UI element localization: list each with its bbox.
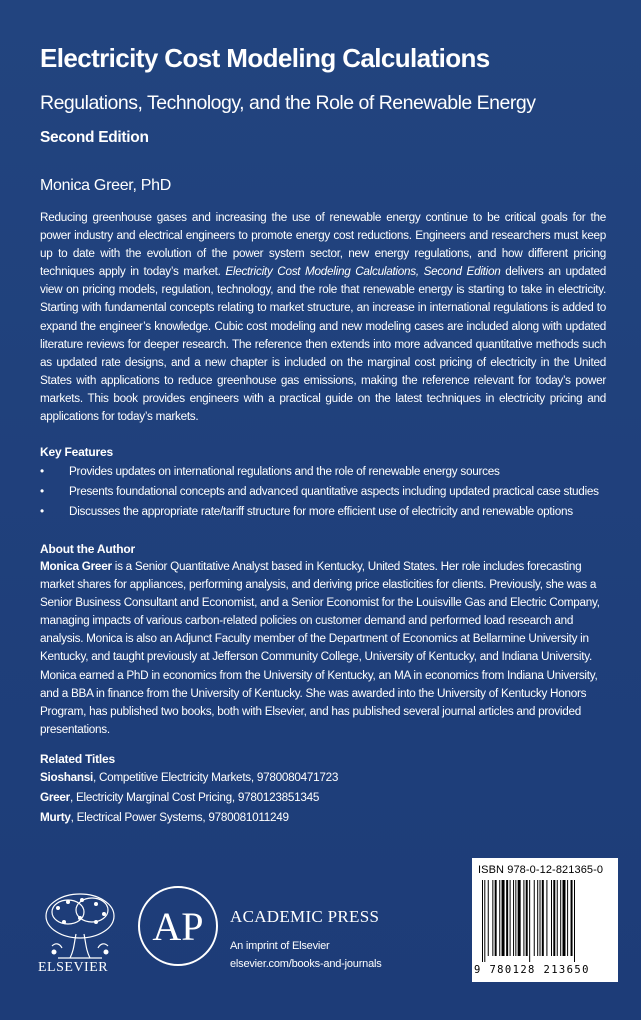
barcode-bar (510, 880, 511, 956)
barcode-bar (542, 880, 544, 956)
barcode-bar (526, 880, 528, 956)
barcode-bar (488, 880, 489, 956)
barcode-bar (546, 880, 547, 956)
list-item: • Discusses the appropriate rate/tariff structure for more efficient use of electricity and renewable options (40, 502, 606, 522)
barcode-bar (484, 880, 485, 962)
barcode-bar (492, 880, 493, 956)
barcode-bar (537, 880, 538, 956)
list-item (40, 788, 606, 808)
barcode-bar (560, 880, 561, 956)
barcode-bar (529, 880, 530, 962)
barcode-bar (523, 880, 524, 956)
barcode-bars (478, 880, 612, 962)
related-title: , Competitive Electricity Markets, 9780080471723 (92, 771, 339, 784)
book-subtitle: Regulations, Technology, and the Role of Renewable Energy (40, 92, 536, 114)
barcode-bar (571, 880, 573, 956)
author-name: Monica Greer, PhD (40, 177, 171, 194)
barcode-bar (513, 880, 514, 956)
isbn-label: ISBN 978-0-12-821365-0 (478, 864, 604, 876)
edition-label: Second Edition (40, 129, 149, 146)
related-title: , Electrical Power Systems, 9780081011249 (70, 811, 289, 824)
barcode-bar (482, 880, 483, 962)
barcode-bar (574, 880, 575, 962)
related-title: , Electricity Marginal Cost Pricing, 9780123851345 (69, 791, 320, 804)
ap-monogram: AP (152, 904, 204, 949)
barcode-bar (540, 880, 541, 956)
related-titles-heading: Related Titles (40, 752, 116, 766)
description-italic-title: Electricity Cost Modeling Calculations, Second Edition (225, 265, 501, 279)
list-item (40, 768, 606, 788)
elsevier-wordmark: ELSEVIER (38, 960, 109, 975)
barcode-bar (534, 880, 535, 956)
related-author: Greer (40, 791, 70, 804)
related-author: Murty (40, 811, 71, 824)
about-author-text (40, 558, 606, 739)
book-description (40, 209, 606, 426)
description-part-1: Reducing greenhouse gases and increasing the use of renewable energy continue to be critical goals for the power industry and electrical engineers to promote energy cost reductions. Engineers and researchers must keep up to date with the evolution of the power system sector, new energy regulations, and how different pricing techniques apply in today’s market. (40, 211, 606, 279)
imprint-text: An imprint of Elsevier (230, 940, 330, 952)
barcode-bar (499, 880, 500, 956)
book-title: Electricity Cost Modeling Calculations (40, 43, 490, 73)
barcode-bar (567, 880, 568, 956)
barcode-bar (551, 880, 552, 956)
about-author-bio: is a Senior Quantitative Analyst based in Kentucky, United States. Her role includes forecasting market shares for appliances, performing analysis, and deriving price elasticities for clients. Previously, she was a Senior Business Consultant and Economist, and a Senior Economist for the Louisville Gas and Electric Company, managing impacts of various carbon-related policies on customer demand and performed load research and analysis. Monica is also an Adjunct Faculty member of the Department of Economics at Bellarmine University in Kentucky, and taught previously at Jefferson Community College, University of Kentucky, and Indiana University. Monica earned a PhD in economics from the University of Kentucky, an MA in economics from Indiana University, and a BBA in finance from the University of Kentucky. She was awarded into the University of Kentucky Honors Program, has published two books, both with Elsevier, and has published several journal articles and provided presentations. (40, 560, 600, 736)
isbn-barcode (472, 858, 618, 982)
barcode-bar (515, 880, 516, 956)
barcode-bar (563, 880, 566, 956)
about-author-name: Monica Greer (40, 560, 112, 573)
barcode-bar (506, 880, 508, 956)
barcode-bar (557, 880, 558, 956)
barcode-bar (502, 880, 505, 956)
publisher-url: elsevier.com/books-and-journals (230, 958, 382, 970)
related-author: Sioshansi (40, 771, 93, 784)
academic-press-name: ACADEMIC PRESS (230, 907, 380, 926)
list-item: • Provides updates on international regulations and the role of renewable energy sources (40, 462, 606, 482)
description-part-2: delivers an updated view on pricing models, regulation, technology, and the role that renewable energy is starting to take in electricity. Starting with fundamental concepts relating to market structure, an increase in international regulations is added to expand the engineer’s knowledge. Cubic cost modeling and new modeling cases are included along with updated literature reviews for deeper research. The reference then extends into more advanced quantitative methods such as updated rate designs, and a new chapter is included on the marginal cost pricing of electricity in the United States with applications to reduce greenhouse gas emissions, making the reference relevant for today’s power markets. This book provides engineers with a practical guide on the latest techniques in electricity pricing and applications for today’s markets. (40, 265, 606, 424)
barcode-bar (553, 880, 555, 956)
barcode-digits: 9 780128 213650 (474, 964, 590, 976)
list-item: • Presents foundational concepts and advanced quantitative aspects including updated practical case studies (40, 482, 606, 502)
list-item (40, 808, 606, 828)
about-author-heading: About the Author (40, 542, 135, 556)
key-features-list (40, 462, 606, 522)
related-titles-list (40, 768, 606, 828)
barcode-bar (518, 880, 521, 956)
academic-press-logo (136, 884, 220, 968)
barcode-bar (495, 880, 497, 956)
key-features-heading: Key Features (40, 445, 113, 459)
